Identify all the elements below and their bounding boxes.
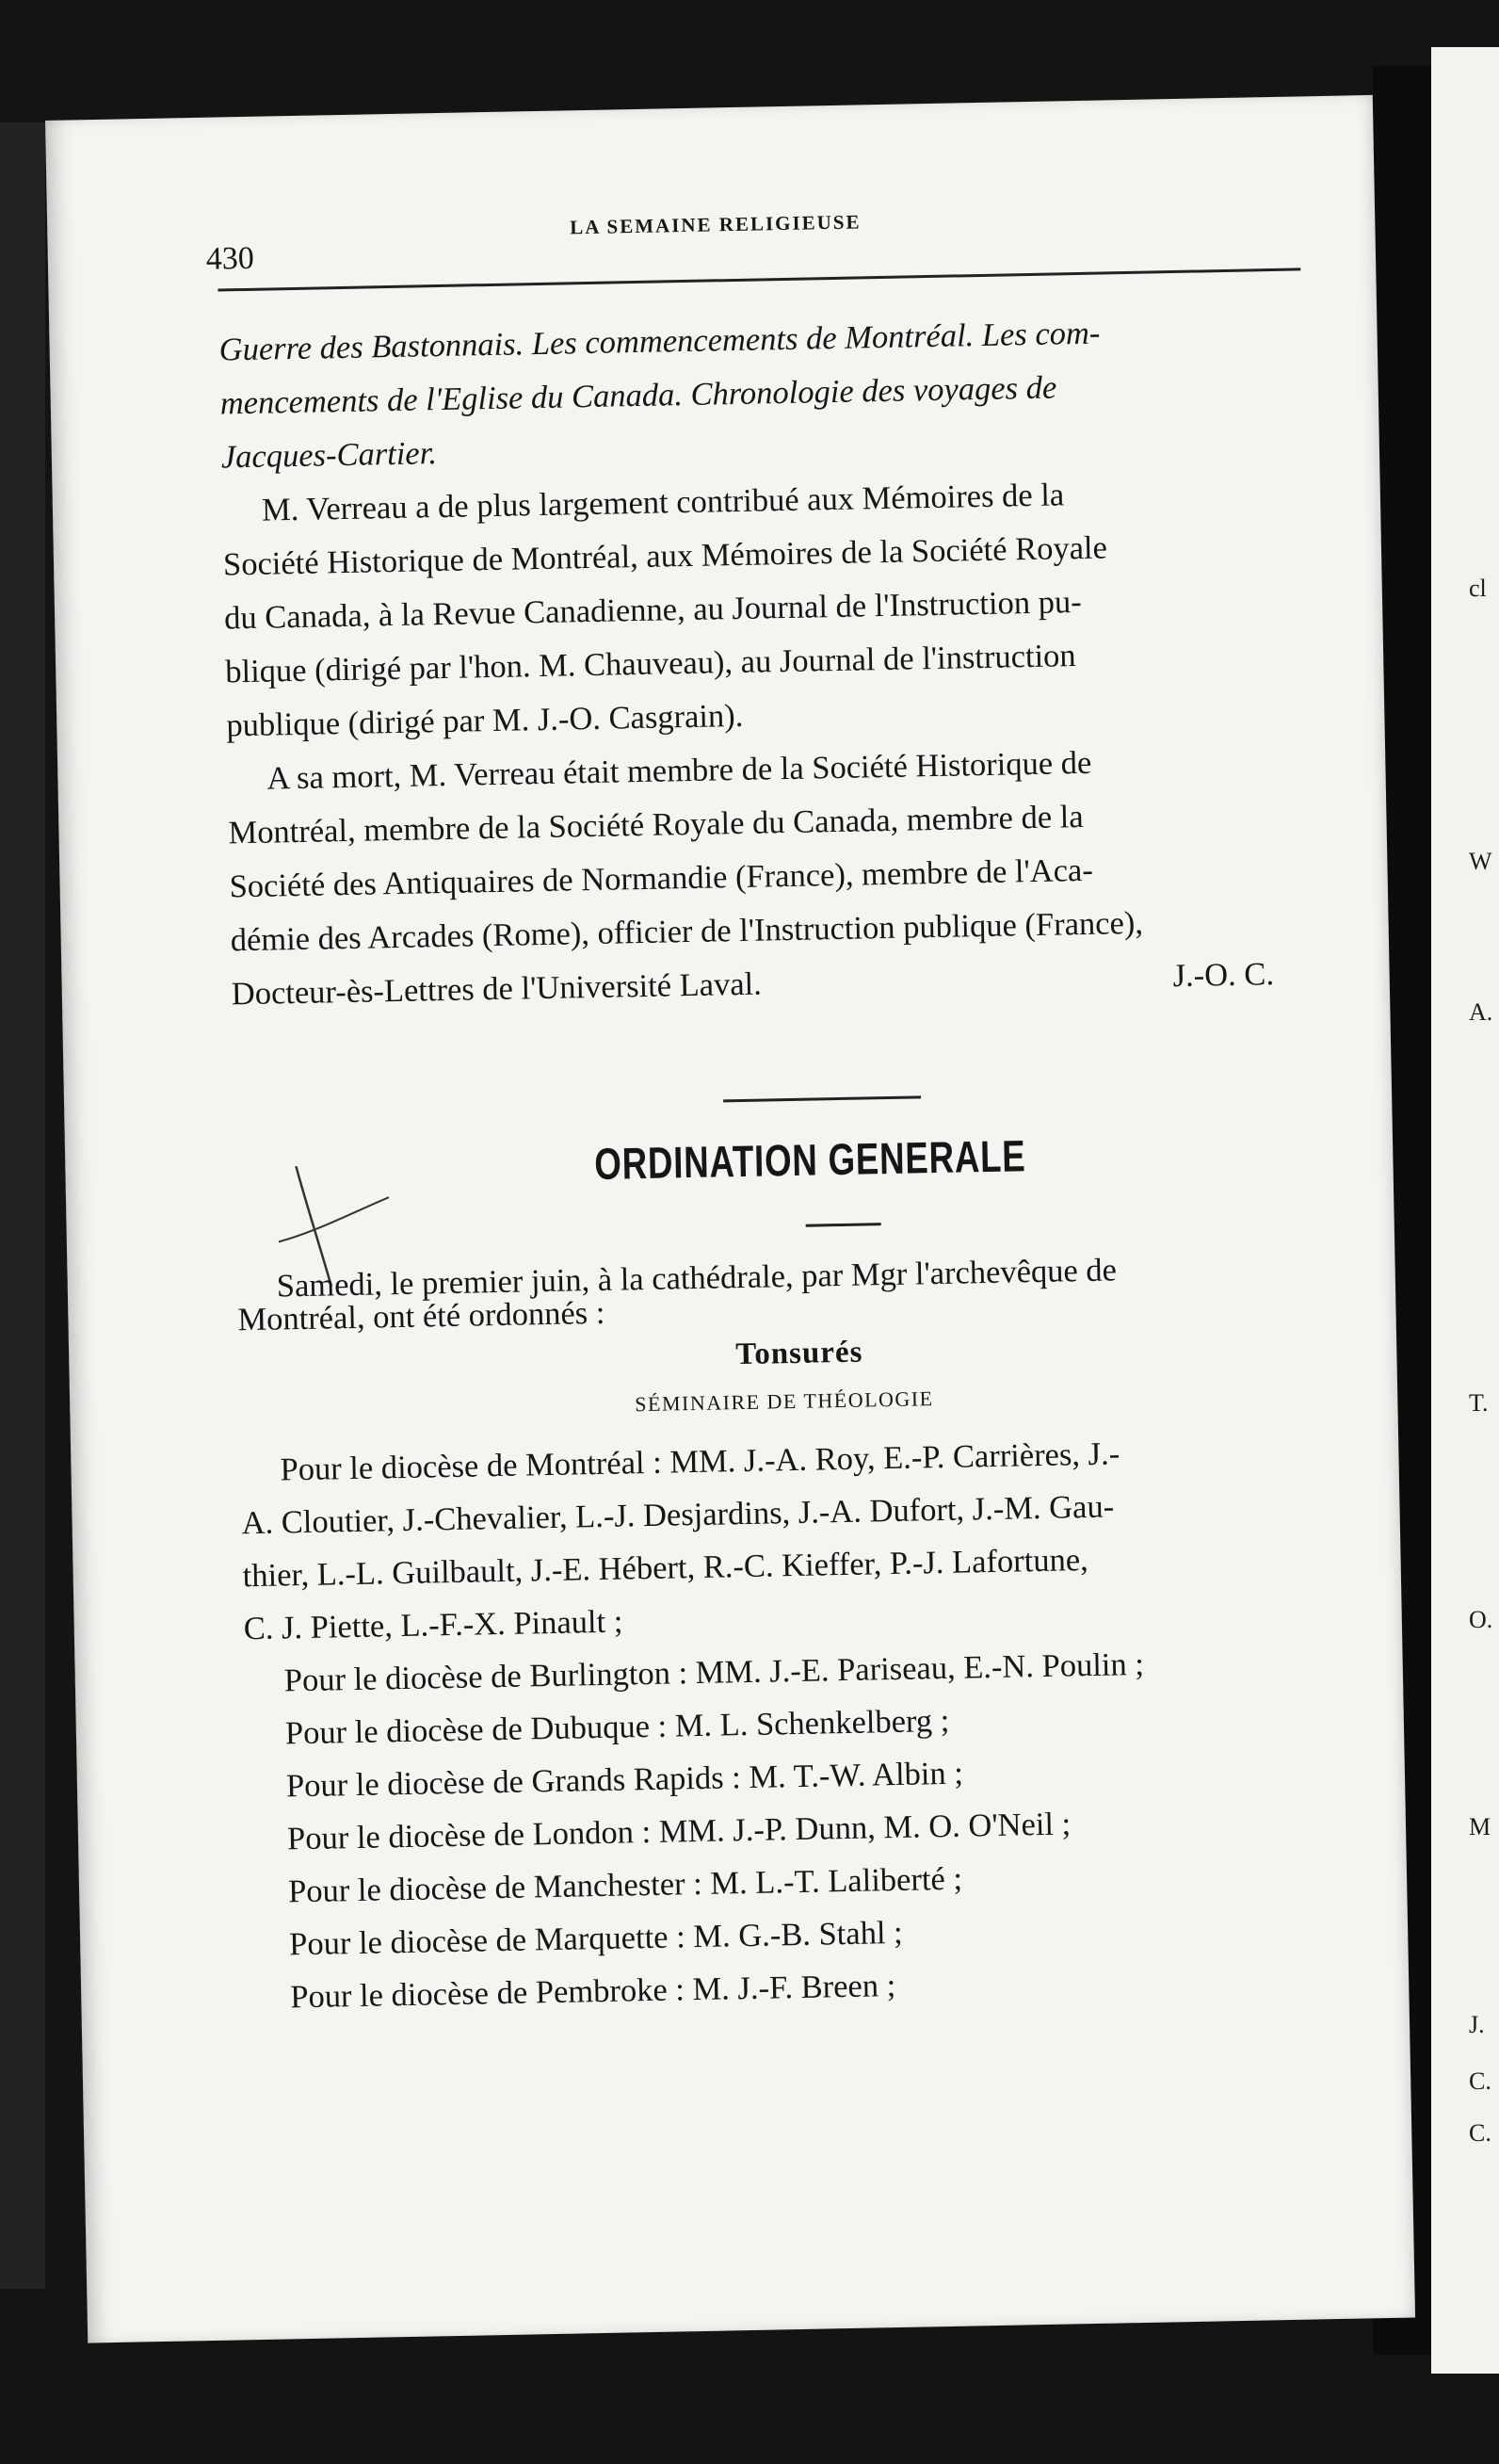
- text-line: Montréal, ont été ordonnés :: [237, 1294, 605, 1338]
- diocese-entry: Pour le diocèse de Grands Rapids : M. T.-W. Albin ;: [285, 1755, 964, 1805]
- diocese-entry: Pour le diocèse de London : MM. J.-P. Dunn, M. O. O'Neil ;: [286, 1806, 1072, 1857]
- title-underline: [806, 1223, 881, 1227]
- text-line: publique (dirigé par M. J.-O. Casgrain).: [226, 697, 744, 744]
- text-line: Docteur-ès-Lettres de l'Université Laval.: [231, 965, 763, 1013]
- text-line: A sa mort, M. Verreau était membre de la Société Historique de: [266, 744, 1092, 797]
- subheading: Tonsurés: [734, 1335, 863, 1372]
- text-line: Guerre des Bastonnais. Les commencements de Montréal. Les com-: [218, 315, 1101, 368]
- book-page: [45, 95, 1415, 2343]
- text-line: Société Historique de Montréal, aux Mémoires de la Société Royale: [222, 529, 1108, 583]
- text-line: Jacques-Cartier.: [220, 435, 438, 476]
- text-line: mencements de l'Eglise du Canada. Chronologie des voyages de: [219, 369, 1057, 422]
- adjacent-page: [1431, 47, 1499, 2374]
- adjacent-margin-letter: cl: [1469, 575, 1487, 602]
- text-line: Samedi, le premier juin, à la cathédrale, par Mgr l'archevêque de: [276, 1252, 1118, 1305]
- diocese-entry: Pour le diocèse de Dubuque : M. L. Schenkelberg ;: [284, 1702, 950, 1752]
- diocese-entry: thier, L.-L. Guilbault, J.-E. Hébert, R.-C. Kieffer, P.-J. Lafortune,: [242, 1542, 1089, 1595]
- diocese-entry: Pour le diocèse de Manchester : M. L.-T. Laliberté ;: [287, 1860, 963, 1910]
- left-page-edge: [0, 122, 45, 2289]
- header-rule: [218, 267, 1300, 291]
- adjacent-margin-letter: W: [1469, 848, 1492, 875]
- diocese-entry: Pour le diocèse de Burlington : MM. J.-E. Pariseau, E.-N. Poulin ;: [283, 1645, 1145, 1699]
- running-title: LA SEMAINE RELIGIEUSE: [570, 210, 862, 239]
- text-line: Montréal, membre de la Société Royale du Canada, membre de la: [228, 798, 1084, 851]
- adjacent-margin-letter: T.: [1469, 1389, 1489, 1417]
- diocese-entry: C. J. Piette, L.-F.-X. Pinault ;: [243, 1603, 623, 1647]
- text-line: du Canada, à la Revue Canadienne, au Journal de l'Instruction pu-: [223, 583, 1082, 637]
- adjacent-margin-letter: C.: [1469, 2067, 1491, 2095]
- adjacent-margin-letter: C.: [1469, 2119, 1491, 2147]
- text-line: blique (dirigé par l'hon. M. Chauveau), au Journal de l'instruction: [224, 638, 1076, 690]
- adjacent-margin-letter: J.: [1469, 2011, 1485, 2038]
- diocese-entry: A. Cloutier, J.-Chevalier, L.-J. Desjardins, J.-A. Dufort, J.-M. Gau-: [241, 1488, 1115, 1542]
- text-line: démie des Arcades (Rome), officier de l'Instruction publique (France),: [230, 904, 1144, 959]
- text-line: M. Verreau a de plus largement contribué aux Mémoires de la: [261, 477, 1065, 528]
- adjacent-margin-letter: A.: [1469, 998, 1493, 1026]
- diocese-entry: Pour le diocèse de Marquette : M. G.-B. Stahl ;: [288, 1914, 904, 1963]
- seminary-heading: SÉMINAIRE DE THÉOLOGIE: [635, 1386, 934, 1417]
- adjacent-margin-letter: O.: [1469, 1606, 1493, 1633]
- section-separator: [723, 1095, 921, 1102]
- diocese-entry: Pour le diocèse de Montréal : MM. J.-A. Roy, E.-P. Carrières, J.-: [280, 1435, 1120, 1488]
- author-signature: J.-O. C.: [1172, 956, 1275, 995]
- section-title: ORDINATION GENERALE: [593, 1130, 1026, 1189]
- diocese-entry: Pour le diocèse de Pembroke : M. J.-F. Breen ;: [289, 1968, 896, 2016]
- adjacent-margin-letter: M: [1469, 1813, 1491, 1840]
- text-line: Société des Antiquaires de Normandie (France), membre de l'Aca-: [229, 851, 1094, 905]
- page-number: 430: [205, 240, 255, 277]
